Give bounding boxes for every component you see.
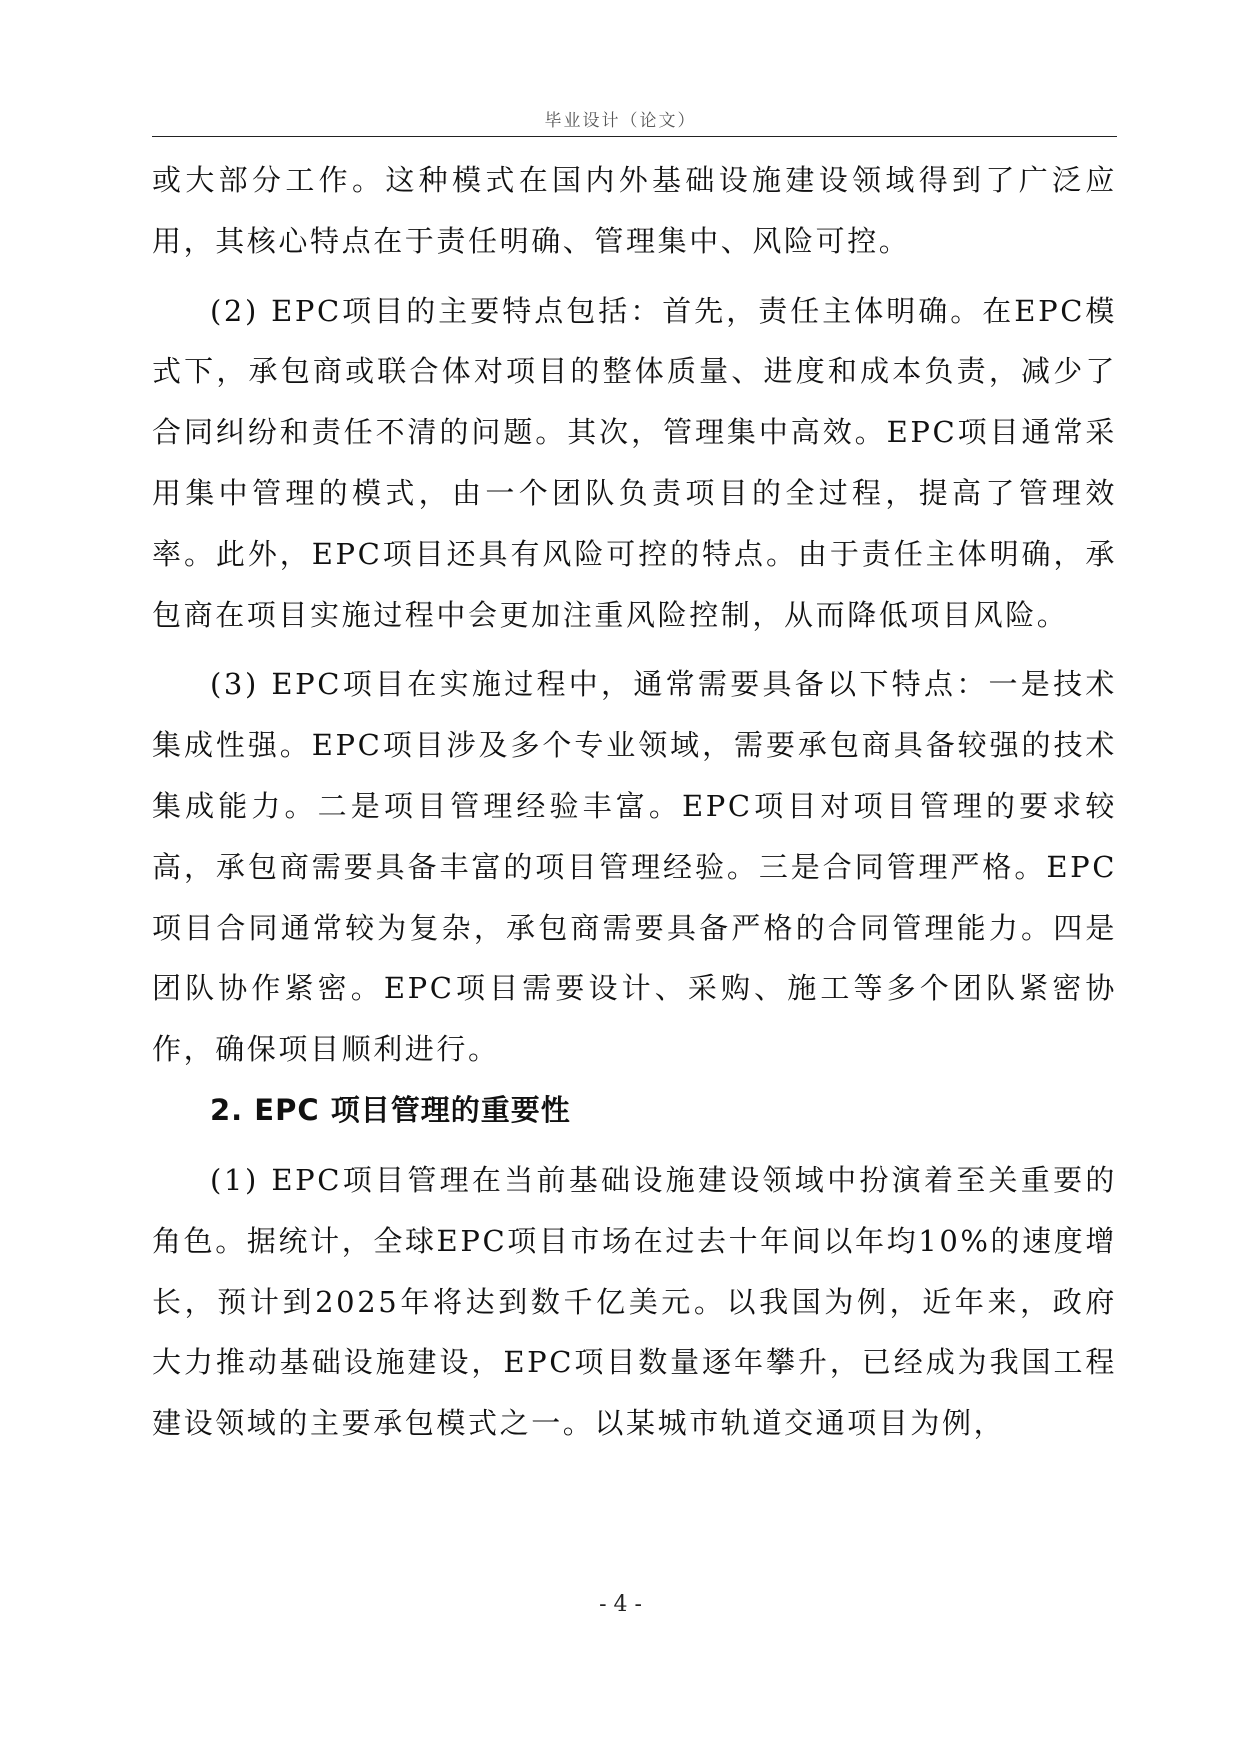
- paragraph-continuation: 或大部分工作。这种模式在国内外基础设施建设领域得到了广泛应用，其核心特点在于责任明确、管理集中、风险可控。: [152, 163, 1117, 258]
- page-header-title: 毕业设计（论文）: [544, 111, 697, 131]
- header-divider: [152, 136, 1117, 137]
- paragraph-epc-requirements: (3) EPC项目在实施过程中，通常需要具备以下特点：一是技术集成性强。EPC项目涉及多个专业领域，需要承包商具备较强的技术集成能力。二是项目管理经验丰富。EPC项目对项目管理的要求较高，承包商需要具备丰富的项目管理经验。三是合同管理严格。EPC项目合同通常较为复杂，承包商需要具备严格的合同管理能力。四是团队协作紧密。EPC项目需要设计、采购、施工等多个团队紧密协作，确保项目顺利进行。: [152, 667, 1117, 1067]
- paragraph-epc-characteristics: (2) EPC项目的主要特点包括：首先，责任主体明确。在EPC模式下，承包商或联合体对项目的整体质量、进度和成本负责，减少了合同纠纷和责任不清的问题。其次，管理集中高效。EPC项目通常采用集中管理的模式，由一个团队负责项目的全过程，提高了管理效率。此外，EPC项目还具有风险可控的特点。由于责任主体明确，承包商在项目实施过程中会更加注重风险控制，从而降低项目风险。: [152, 293, 1117, 632]
- page-number: - 4 -: [599, 1592, 642, 1617]
- document-body: [152, 150, 1117, 1454]
- section-heading: 2. EPC 项目管理的重要性: [210, 1092, 571, 1127]
- paragraph-epc-importance: (1) EPC项目管理在当前基础设施建设领域中扮演着至关重要的角色。据统计，全球EPC项目市场在过去十年间以年均10%的速度增长，预计到2025年将达到数千亿美元。以我国为例，近年来，政府大力推动基础设施建设，EPC项目数量逐年攀升，已经成为我国工程建设领域的主要承包模式之一。以某城市轨道交通项目为例，: [152, 1162, 1117, 1441]
